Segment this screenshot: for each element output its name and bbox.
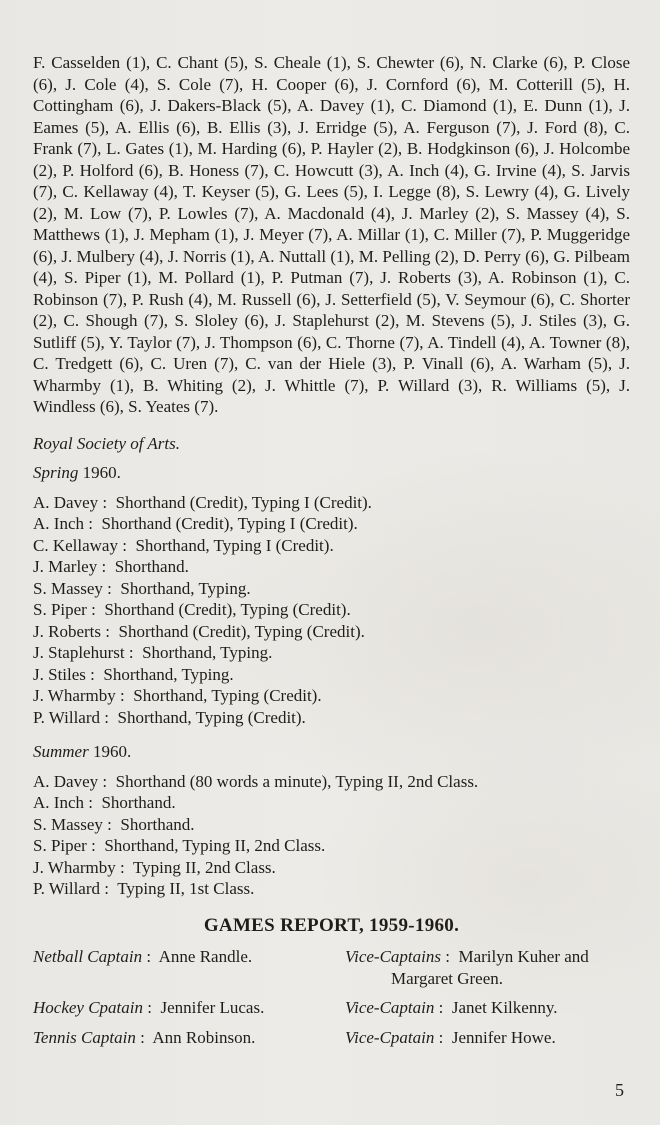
- captain-cell: [33, 997, 345, 1019]
- vice-captain-label: Vice-Cpatain: [345, 1027, 435, 1047]
- student-name: J. Wharmby: [33, 686, 116, 705]
- result-line: [33, 556, 630, 578]
- student-name: S. Massey: [33, 814, 103, 834]
- result-line: [33, 535, 630, 557]
- colon-separator: :: [83, 514, 102, 533]
- captain-label: Netball Captain: [33, 947, 143, 966]
- result-line: [33, 578, 630, 600]
- colon-separator: :: [115, 857, 133, 877]
- student-name: P. Willard: [33, 879, 101, 898]
- result-line: [33, 599, 630, 621]
- student-name: A. Davey: [33, 492, 99, 512]
- student-name: C. Kellaway: [33, 535, 118, 555]
- page-number: 5: [615, 1080, 624, 1100]
- summer-results-list: [33, 771, 630, 900]
- result-line: [33, 878, 630, 900]
- spring-results-list: [33, 492, 630, 729]
- colon-separator: :: [97, 557, 115, 576]
- exam-results: Shorthand, Typing (Credit).: [133, 686, 322, 705]
- exam-results: Shorthand, Typing.: [142, 643, 273, 662]
- colon-separator: :: [117, 535, 136, 555]
- exam-results: Shorthand, Typing.: [120, 578, 251, 598]
- exam-results: Shorthand.: [101, 793, 176, 812]
- exam-results: Typing II, 1st Class.: [117, 879, 255, 898]
- vice-captain-cell: [345, 1027, 630, 1049]
- season-year: 1960.: [78, 463, 121, 482]
- vice-captain-label: Vice-Captain: [345, 998, 435, 1017]
- exam-results: Shorthand (Credit), Typing I (Credit).: [101, 514, 358, 533]
- result-line: [33, 664, 630, 686]
- vice-captain-cell: [345, 946, 630, 989]
- summer-1960-heading: [33, 741, 630, 763]
- colon-separator: :: [115, 686, 134, 705]
- captain-cell: [33, 946, 345, 989]
- result-line: [33, 513, 630, 535]
- captain-name: Anne Randle.: [158, 947, 253, 966]
- colon-separator: :: [142, 947, 159, 966]
- result-line: [33, 814, 630, 836]
- colon-separator: :: [143, 998, 161, 1017]
- result-line: [33, 792, 630, 814]
- result-line: [33, 642, 630, 664]
- colon-separator: :: [102, 814, 121, 834]
- colon-separator: :: [124, 643, 143, 662]
- season-name: Spring: [33, 463, 79, 482]
- student-name: J. Marley: [33, 557, 98, 576]
- colon-separator: :: [101, 621, 119, 641]
- exam-results: Typing II, 2nd Class.: [132, 857, 276, 877]
- exam-results: Shorthand, Typing (Credit).: [117, 707, 306, 727]
- result-line: [33, 857, 630, 879]
- student-name: S. Piper: [33, 836, 87, 855]
- exam-results: Shorthand (Credit), Typing (Credit).: [118, 621, 365, 641]
- colon-separator: :: [434, 1027, 452, 1047]
- captain-label: Tennis Captain: [33, 1027, 136, 1047]
- colon-separator: :: [83, 793, 102, 812]
- vice-captain-cell: [345, 997, 630, 1019]
- exam-results-paragraph: F. Casselden (1), C. Chant (5), S. Cheale (1), S. Chewter (6), N. Clarke (6), P. Close (6), J. Cole (4), S. Cole (7), H. Cooper (6), J. Cornford (6), M. Cotterill (5), H. Cottingham (6), J. Dakers-Black (5), A. Davey (1), C. Diamond (1), E. Dunn (1), J. Eames (5), A. Ellis (6), B. Ellis (3), J. Erridge (5), A. Ferguson (7), J. Ford (8), C. Frank (7), L. Gates (1), M. Harding (6), P. Hayler (2), B. Hodgkinson (6), J. Holcombe (2), P. Holford (6), B. Honess (7), C. Howcutt (3), A. Inch (4), G. Irvine (4), S. Jarvis (7), C. Kellaway (4), T. Keyser (5), G. Lees (5), I. Legge (8), S. Lewry (4), G. Lively (2), M. Low (7), P. Lowles (7), A. Macdonald (4), J. Marley (2), S. Massey (4), S. Matthews (1), J. Mepham (1), J. Meyer (7), A. Millar (1), C. Miller (7), P. Muggeridge (6), J. Mulbery (4), J. Norris (1), A. Nuttall (1), M. Pelling (2), D. Perry (6), G. Pilbeam (4), S. Piper (1), M. Pollard (1), P. Putman (7), J. Roberts (3), A. Robinson (1), C. Robinson (7), P. Rush (4), M. Russell (6), J. Setterfield (5), V. Seymour (6), C. Shorter (2), C. Shough (7), S. Sloley (6), J. Staplehurst (2), M. Stevens (5), J. Stiles (3), G. Sutliff (5), Y. Taylor (7), J. Thompson (6), C. Thorne (7), A. Tindell (4), A. Towner (8), C. Tredgett (6), C. Uren (7), C. van der Hiele (3), P. Vinall (6), A. Warham (5), J. Wharmby (1), B. Whiting (2), J. Whittle (7), P. Willard (3), R. Williams (5), J. Windless (6), S. Yeates (7).: [33, 53, 630, 416]
- result-line: [33, 621, 630, 643]
- student-name: S. Piper: [33, 600, 87, 619]
- result-line: [33, 685, 630, 707]
- student-name: J. Staplehurst: [33, 643, 125, 662]
- games-row-netball: [33, 946, 630, 989]
- games-row-hockey: [33, 997, 630, 1019]
- student-name: J. Wharmby: [33, 857, 116, 877]
- colon-separator: :: [100, 879, 118, 898]
- vice-captain-name: Janet Kilkenny.: [451, 998, 558, 1017]
- colon-separator: :: [102, 578, 121, 598]
- colon-separator: :: [86, 600, 105, 619]
- season-year: 1960.: [88, 742, 132, 761]
- colon-separator: :: [434, 998, 452, 1017]
- exam-results: Shorthand, Typing.: [103, 664, 234, 684]
- games-captains-table: [33, 946, 630, 1048]
- games-report-heading: GAMES REPORT, 1959-1960.: [203, 914, 460, 936]
- colon-separator: :: [441, 947, 459, 966]
- colon-separator: :: [86, 836, 105, 855]
- student-name: A. Inch: [33, 793, 84, 812]
- student-name: A. Inch: [33, 514, 84, 533]
- captain-cell: [33, 1027, 345, 1049]
- exam-results: Shorthand (80 words a minute), Typing II, 2nd Class.: [115, 771, 479, 791]
- colon-separator: :: [100, 707, 118, 727]
- result-line: [33, 707, 630, 729]
- captain-name: Ann Robinson.: [152, 1027, 256, 1047]
- colon-separator: :: [85, 664, 104, 684]
- result-line: [33, 835, 630, 857]
- colon-separator: :: [98, 771, 116, 791]
- student-name: J. Stiles: [33, 664, 86, 684]
- student-name: P. Willard: [33, 707, 101, 727]
- vice-captain-label: Vice-Captains: [345, 947, 441, 966]
- captain-label: Hockey Cpatain: [33, 998, 143, 1017]
- student-name: S. Massey: [33, 578, 103, 598]
- exam-results: Shorthand.: [114, 557, 189, 576]
- student-name: A. Davey: [33, 771, 99, 791]
- captain-name: Jennifer Lucas.: [160, 998, 265, 1017]
- student-name: J. Roberts: [33, 621, 101, 641]
- season-name: Summer: [33, 742, 89, 761]
- exam-results: Shorthand (Credit), Typing I (Credit).: [115, 492, 372, 512]
- colon-separator: :: [135, 1027, 153, 1047]
- vice-captain-name: Marilyn Kuher and Margaret Green.: [391, 947, 589, 988]
- result-line: [33, 492, 630, 514]
- exam-results: Shorthand, Typing I (Credit).: [135, 535, 334, 555]
- colon-separator: :: [98, 492, 116, 512]
- exam-results: Shorthand.: [120, 814, 195, 834]
- exam-results: Shorthand (Credit), Typing (Credit).: [104, 600, 351, 619]
- spring-1960-heading: [33, 462, 630, 484]
- games-row-tennis: [33, 1027, 630, 1049]
- rsa-section-heading: Royal Society of Arts.: [33, 433, 180, 453]
- vice-captain-name: Jennifer Howe.: [451, 1027, 556, 1047]
- result-line: [33, 771, 630, 793]
- exam-results: Shorthand, Typing II, 2nd Class.: [104, 836, 326, 855]
